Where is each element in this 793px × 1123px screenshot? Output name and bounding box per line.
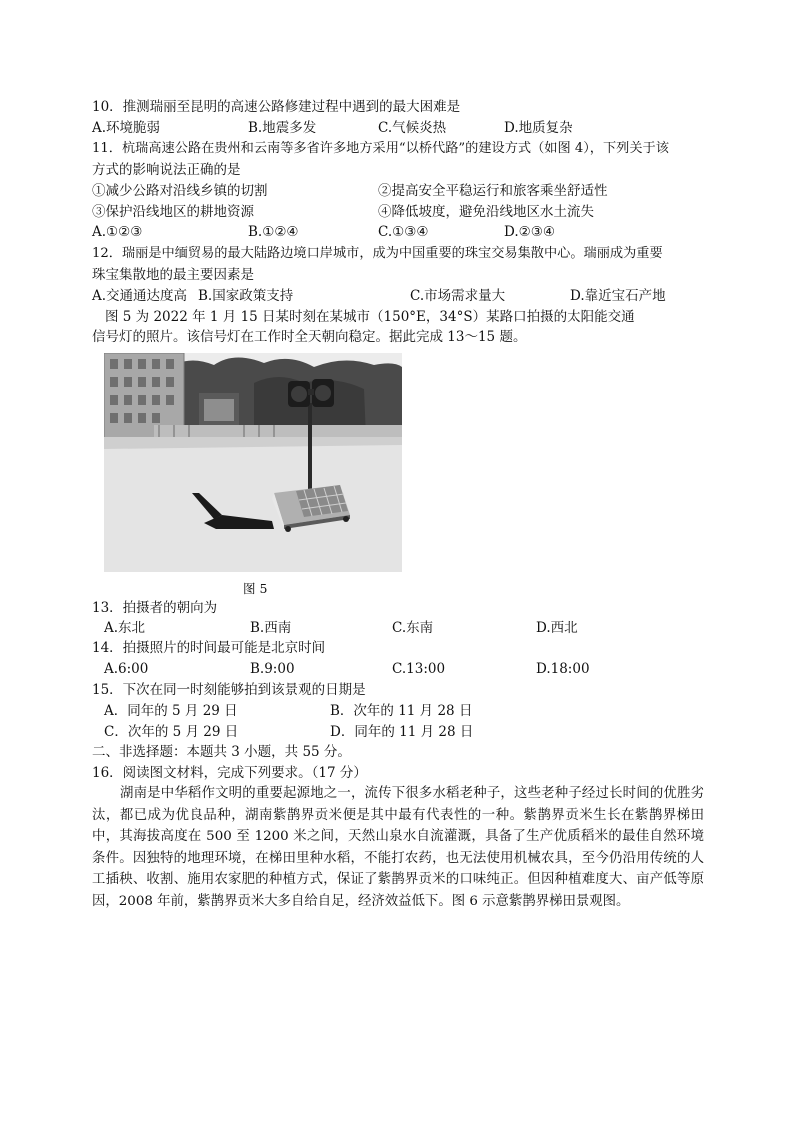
q16-paragraph: 湖南是中华稻作文明的重要起源地之一，流传下很多水稻老种子，这些老种子经过长时间的优胜劣汰，都已成为优良品种，湖南紫鹊界贡米便是其中最有代表性的一种。紫鹊界贡米生长在紫鹊界梯田中，其海拔高度在 500 至 1200 米之间，天然山泉水自流灌溉，具备了生产优质稻米的最佳自然环境条件。因独特的地理环境，在梯田里种水稻，不能打农药，也无法使用机械农具，至今仍沿用传统的人工插秧、收割、施用农家肥的种植方式，保证了紫鹊界贡米的口味纯正。但因种植难度大、亩产低等原因，2008 年前，紫鹊界贡米大多自给自足，经济效益低下。图 6 示意紫鹊界梯田景观图。: [92, 786, 704, 909]
q11-option-c: C.①③④: [378, 224, 429, 240]
q14-option-d: D.18:00: [536, 661, 590, 677]
q13-stem: 13．拍摄者的朝向为: [92, 600, 218, 616]
q10-option-d: D.地质复杂: [504, 120, 573, 136]
q13-option-c: C.东南: [392, 620, 434, 636]
q12-option-d: D.靠近宝石产地: [570, 288, 666, 304]
q12-stem-line-2: 珠宝集散地的最主要因素是: [92, 267, 254, 283]
q14-option-a: A.6:00: [104, 661, 149, 677]
q11-stem-line-1: 11．杭瑞高速公路在贵州和云南等多省许多地方采用“以桥代路”的建设方式（如图 4），下列关于该: [92, 141, 669, 156]
q11-statement-3: ③保护沿线地区的耕地资源: [92, 204, 254, 220]
q14-stem: 14．拍摄照片的时间最可能是北京时间: [92, 640, 326, 656]
q11-statement-2: ②提高安全平稳运行和旅客乘坐舒适性: [378, 183, 608, 199]
q11-statement-4: ④降低坡度，避免沿线地区水土流失: [378, 204, 594, 220]
q14-option-b: B.9:00: [250, 661, 295, 677]
q15-option-a: A．同年的 5 月 29 日: [104, 703, 238, 719]
figure-intro-line-2: 信号灯的照片。该信号灯在工作时全天朝向稳定。据此完成 13～15 题。: [92, 329, 527, 345]
q15-option-b: B．次年的 11 月 28 日: [330, 703, 473, 719]
figure-caption: 图 5: [243, 581, 268, 596]
q12-option-c: C.市场需求量大: [410, 288, 506, 304]
q11-stem-line-2: 方式的影响说法正确的是: [92, 162, 241, 178]
q10-stem: 10．推测瑞丽至昆明的高速公路修建过程中遇到的最大困难是: [92, 99, 461, 115]
q10-option-b: B.地震多发: [248, 120, 317, 136]
q15-stem: 15．下次在同一时刻能够拍到该景观的日期是: [92, 682, 366, 698]
q16-stem: 16．阅读图文材料，完成下列要求。（17 分）: [92, 765, 367, 781]
q15-option-d: D．同年的 11 月 28 日: [330, 724, 474, 740]
q15-option-c: C．次年的 5 月 29 日: [104, 724, 239, 740]
q10-option-c: C.气候炎热: [378, 120, 447, 136]
q14-option-c: C.13:00: [392, 661, 446, 677]
q13-option-b: B.西南: [250, 620, 292, 636]
q13-option-d: D.西北: [536, 620, 578, 636]
figure-intro-line-1: 图 5 为 2022 年 1 月 15 日某时刻在某城市（150°E，34°S）某路口拍摄的太阳能交通: [105, 309, 635, 325]
q12-option-a: A.交通通达度高: [92, 288, 188, 304]
q12-stem-line-1: 12．瑞丽是中缅贸易的最大陆路边境口岸城市，成为中国重要的珠宝交易集散中心。瑞丽成为重要: [92, 246, 663, 261]
q12-option-b: B.国家政策支持: [198, 288, 294, 304]
q11-statement-1: ①减少公路对沿线乡镇的切割: [92, 183, 268, 199]
q10-option-a: A.环境脆弱: [92, 120, 161, 136]
section-heading: 二、非选择题：本题共 3 小题，共 55 分。: [92, 744, 351, 760]
q11-option-a: A.①②③: [92, 224, 143, 240]
q11-option-b: B.①②④: [248, 224, 299, 240]
traffic-signal-photo: [104, 353, 402, 572]
q13-option-a: A.东北: [104, 620, 146, 636]
q11-option-d: D.②③④: [504, 224, 555, 240]
